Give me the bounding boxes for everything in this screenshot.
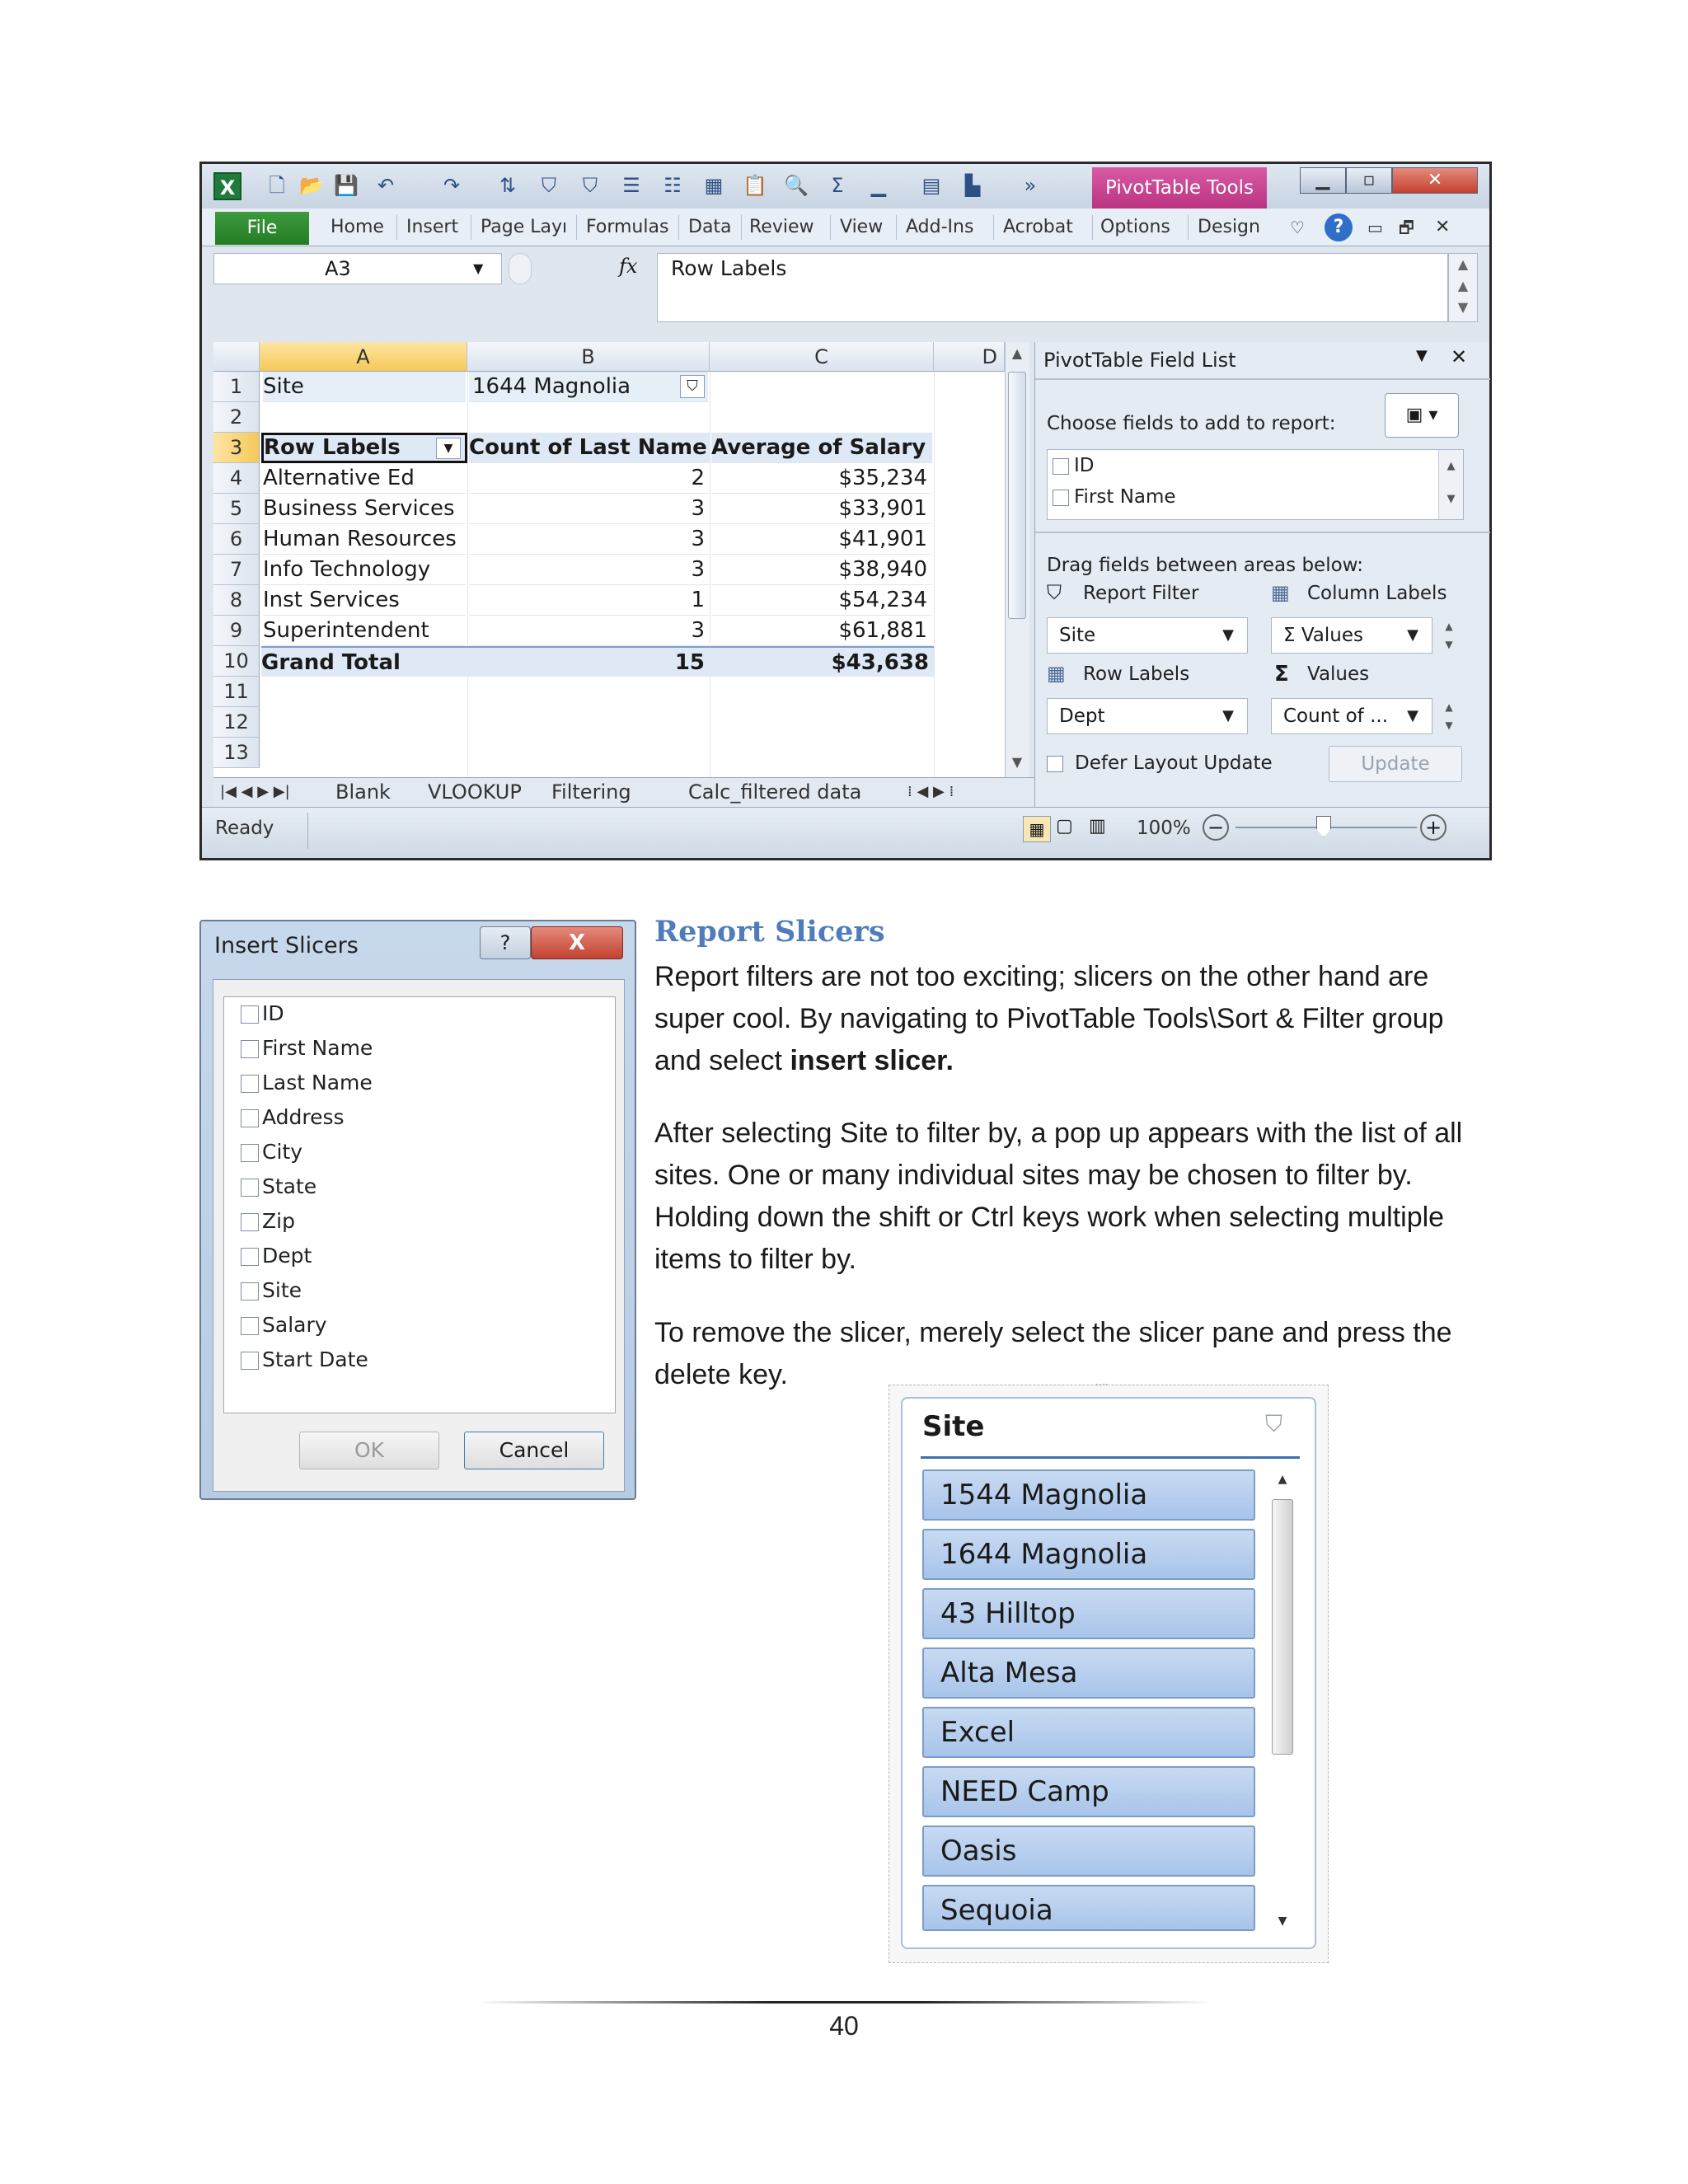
reorder-arrows-icon[interactable]: ▲ ▼ (1445, 621, 1453, 650)
tab-view[interactable]: View (840, 217, 884, 237)
slicer-option-label: Last Name (262, 1071, 373, 1094)
dropdown-arrow-icon[interactable]: ▼ (1222, 626, 1234, 644)
row-labels-icon: ▦ (1047, 662, 1066, 685)
slicer-option[interactable] (262, 1101, 345, 1134)
normal-view-icon[interactable]: ▦ (1023, 816, 1051, 842)
cancel-button[interactable]: Cancel (464, 1432, 604, 1469)
checkbox[interactable] (241, 1144, 259, 1162)
field-list-menu-icon[interactable]: ▼ (1416, 347, 1428, 364)
slicer-item[interactable]: Sequoia (922, 1885, 1255, 1931)
slicer-item[interactable]: 1644 Magnolia (922, 1529, 1255, 1580)
column-labels-area-label: Column Labels (1307, 583, 1447, 604)
tab-separator (1092, 215, 1093, 240)
resize-handle-icon[interactable]: ···· (1095, 1379, 1109, 1390)
formula-bar (202, 246, 1489, 324)
dialog-title: Insert Slicers (214, 933, 359, 958)
slicer-option[interactable] (262, 997, 284, 1030)
sheet-nav-first-icon[interactable]: |◀ ◀ ▶ ▶| (220, 783, 290, 800)
format-icon[interactable]: ▤ (921, 174, 941, 197)
sort-icon[interactable]: ⇅ (499, 174, 517, 197)
report-filter-label-cell[interactable]: Site (263, 372, 466, 402)
slicer-item[interactable]: 1544 Magnolia (922, 1469, 1255, 1521)
clear-filter-icon[interactable]: ⛉ (1265, 1410, 1283, 1437)
tab-file[interactable]: File (215, 212, 309, 245)
tab-design[interactable]: Design (1198, 217, 1260, 237)
tab-separator (1188, 215, 1189, 240)
site-slicer (901, 1397, 1316, 1949)
pivot-row-count[interactable]: 2 (469, 463, 710, 494)
sheet-tab[interactable]: Calc_filtered data (688, 780, 862, 804)
tab-page-layout[interactable]: Page Layı (481, 217, 568, 237)
values-field[interactable] (1271, 698, 1432, 734)
slicer-option[interactable] (262, 1309, 327, 1342)
slicer-option-label: State (262, 1174, 317, 1198)
scrollbar-thumb[interactable] (1008, 372, 1026, 619)
insert-function-icon[interactable]: fx (619, 255, 638, 278)
help-icon[interactable]: ? (1325, 213, 1353, 241)
dialog-close-button[interactable]: X (531, 926, 623, 959)
slicer-option[interactable] (262, 1343, 368, 1376)
pivottable-field-list (1034, 342, 1489, 807)
row-header[interactable]: 2 (213, 402, 260, 433)
slicer-option-label: Start Date (262, 1347, 368, 1371)
report-filter-icon: ⛉ (1047, 581, 1062, 604)
insert-slicers-dialog (199, 920, 636, 1500)
pivot-row-label[interactable]: Human Resources (263, 524, 466, 555)
dropdown-arrow-icon[interactable]: ▼ (1407, 626, 1418, 644)
slicer-title-rule (921, 1456, 1300, 1459)
footer-rule (478, 2001, 1210, 2004)
filter-dropdown-icon[interactable]: ⛉ (680, 375, 705, 398)
grand-total-label[interactable]: Grand Total (261, 646, 467, 677)
slicer-item[interactable]: Excel (922, 1707, 1255, 1758)
dropdown-arrow-icon[interactable]: ▼ (1407, 707, 1418, 724)
row-header[interactable]: 11 (213, 677, 260, 707)
slicer-option[interactable] (262, 1170, 316, 1203)
field-list-title: PivotTable Field List (1043, 349, 1236, 372)
formula-bar-scroll[interactable]: ▲ ▲ ▼ (1448, 253, 1478, 322)
page-layout-view-icon[interactable]: ▢ (1056, 816, 1073, 837)
values-field-value: Count of ... (1283, 705, 1389, 727)
pivot-row-count[interactable]: 3 (469, 616, 710, 646)
report-filter-field[interactable] (1047, 617, 1248, 654)
slicer-option[interactable] (262, 1136, 302, 1169)
row-header[interactable]: 4 (213, 463, 260, 494)
row-header[interactable]: 10 (213, 646, 260, 677)
update-button[interactable]: Update (1329, 746, 1462, 782)
slicer-scrollbar[interactable] (1268, 1469, 1296, 1943)
scroll-up-icon[interactable]: ▲ (1011, 345, 1023, 361)
title-bar (202, 164, 1489, 209)
workbook-restore-icon[interactable]: 🗗 (1399, 218, 1414, 237)
slicer-option-label: Address (262, 1105, 345, 1129)
pivot-row-label[interactable]: Business Services (263, 494, 466, 524)
slicer-option-label: Dept (262, 1244, 312, 1268)
slicer-option[interactable] (262, 1240, 312, 1272)
checkbox[interactable] (241, 1040, 259, 1058)
vertical-scrollbar[interactable] (1005, 342, 1029, 777)
section-heading: Report Slicers (654, 915, 885, 949)
report-filter-value-cell[interactable]: 1644 Magnolia (469, 372, 708, 402)
column-header-a[interactable]: A (260, 342, 467, 372)
scroll-down-icon[interactable]: ▼ (1011, 754, 1023, 770)
ribbon-tabs (202, 209, 1489, 246)
slicer-item[interactable]: 43 Hilltop (922, 1588, 1255, 1639)
name-box[interactable] (213, 253, 502, 284)
slicer-option-label: City (262, 1140, 302, 1164)
slicer-option[interactable] (262, 1032, 373, 1065)
row-header[interactable]: 3 (213, 433, 260, 463)
field-name: ID (1074, 455, 1095, 476)
slicer-option-label: First Name (262, 1036, 373, 1060)
tab-separator (896, 215, 897, 240)
spreadsheet-grid[interactable] (213, 342, 1005, 777)
divider (307, 813, 308, 849)
row-header[interactable]: 5 (213, 494, 260, 524)
ribbon-collapse-icon[interactable]: ♡ (1290, 218, 1305, 237)
pivot-header-average: Average of Salary (711, 433, 932, 463)
redo-icon[interactable]: ↷ (443, 174, 461, 197)
pivot-row-average[interactable]: $33,901 (711, 494, 932, 524)
slicer-item[interactable]: Oasis (922, 1825, 1255, 1877)
sheet-tab-bar (213, 777, 1041, 807)
row-labels-dropdown-icon[interactable]: ▼ (436, 438, 461, 459)
pivot-row-average[interactable]: $41,901 (711, 524, 932, 555)
checkbox[interactable] (241, 1075, 259, 1093)
tab-review[interactable]: Review (749, 217, 814, 237)
pivot-row-average[interactable]: $54,234 (711, 585, 932, 616)
tab-separator (993, 215, 994, 240)
pivot-row-average[interactable]: $61,881 (711, 616, 932, 646)
checkbox[interactable] (241, 1213, 259, 1231)
dropdown-arrow-icon[interactable]: ▼ (1222, 707, 1234, 724)
checkbox[interactable] (241, 1248, 259, 1266)
row-header[interactable]: 8 (213, 585, 260, 616)
tab-acrobat[interactable]: Acrobat (1003, 217, 1073, 237)
pivot-header-row-labels[interactable]: Row Labels (261, 433, 467, 463)
new-file-icon[interactable]: 🗋 (269, 174, 285, 197)
values-sigma-icon: Σ (1274, 662, 1289, 687)
name-box-dropdown-icon[interactable]: ▼ (473, 260, 484, 276)
defer-layout-label: Defer Layout Update (1075, 752, 1273, 774)
tab-formulas[interactable]: Formulas (586, 217, 669, 237)
checkbox[interactable] (241, 1109, 259, 1127)
scroll-up-icon[interactable]: ▲ (1278, 1473, 1287, 1486)
slicer-option[interactable] (262, 1066, 373, 1099)
slicer-item[interactable]: Alta Mesa (922, 1647, 1255, 1699)
pivot-row-count[interactable]: 1 (469, 585, 710, 616)
slicer-option-label: Zip (262, 1209, 295, 1233)
column-labels-icon: ▦ (1271, 581, 1290, 604)
column-header-d[interactable]: D (934, 342, 1005, 372)
tab-home[interactable]: Home (331, 217, 384, 237)
row-labels-area-label: Row Labels (1083, 663, 1190, 685)
borders-icon[interactable]: ▁ (870, 174, 887, 197)
maximize-button[interactable]: ▫ (1346, 167, 1392, 194)
checkbox[interactable] (241, 1352, 259, 1370)
pivot-header-count: Count of Last Name (469, 433, 710, 463)
tab-add-ins[interactable]: Add-Ins (906, 217, 974, 237)
tab-separator (741, 215, 742, 240)
paragraph (654, 956, 1487, 1082)
minimize-button[interactable]: ▁ (1300, 167, 1346, 194)
slicer-option[interactable] (262, 1274, 302, 1307)
undo-icon[interactable]: ↶ (377, 174, 395, 197)
sheet-tab[interactable]: VLOOKUP (428, 780, 522, 804)
paragraph-text: Report filters are not too exciting; slicers on the other hand are super cool. By navigating to PivotTable Tools\Sort & Filter group and select (654, 961, 1444, 1076)
pivot-row-label[interactable]: Inst Services (263, 585, 466, 616)
checkbox[interactable] (241, 1282, 259, 1301)
layout-options-icon[interactable]: ▣ ▾ (1385, 393, 1459, 438)
paragraph: After selecting Site to filter by, a pop up appears with the list of all sites. One or many individual sites may be chosen to filter by. Holding down the shift or Ctrl keys work when selecting multiple items to filter by. (654, 1118, 1463, 1275)
checkbox[interactable] (241, 1179, 259, 1197)
page-break-view-icon[interactable]: ▥ (1089, 816, 1106, 837)
sheet-tab[interactable]: Blank (335, 780, 391, 804)
workbook-close-icon[interactable]: ✕ (1435, 217, 1451, 237)
tab-data[interactable]: Data (688, 217, 732, 237)
column-header-c[interactable]: C (710, 342, 934, 372)
values-area-label: Values (1307, 663, 1370, 685)
reorder-arrows-icon[interactable]: ▲ ▼ (1445, 701, 1453, 731)
field-list-scroll[interactable]: ▲ ▼ (1438, 450, 1463, 519)
filter-icon[interactable]: ⛉ (542, 174, 556, 197)
insert-rows-icon[interactable]: ☰ (622, 174, 640, 197)
choose-fields-label: Choose fields to add to report: (1047, 413, 1336, 434)
table-icon[interactable]: ▦ (704, 174, 724, 197)
tab-options[interactable]: Options (1100, 217, 1170, 237)
ok-button[interactable]: OK (299, 1432, 439, 1469)
checkbox-first-name[interactable] (1053, 490, 1069, 506)
pivot-row-label[interactable]: Alternative Ed (263, 463, 466, 494)
slicer-option-label: Site (262, 1278, 302, 1302)
dialog-help-button[interactable]: ? (480, 926, 531, 959)
excel-logo-icon: X (213, 172, 241, 200)
gridline (934, 372, 935, 777)
autosum-icon[interactable]: Σ (831, 174, 844, 197)
pivot-row-average[interactable]: $35,234 (711, 463, 932, 494)
slicer-field-list[interactable] (223, 996, 616, 1413)
workbook-minimize-icon[interactable]: ▭ (1367, 218, 1383, 237)
row-header[interactable]: 6 (213, 524, 260, 555)
grand-total-average[interactable]: $43,638 (710, 646, 934, 677)
page-number: 40 (829, 2011, 859, 2041)
divider (1035, 532, 1490, 533)
tab-separator (396, 215, 397, 240)
tab-insert[interactable]: Insert (406, 217, 459, 237)
close-window-button[interactable]: ✕ (1392, 167, 1478, 194)
paste-icon[interactable]: 📋 (743, 174, 767, 197)
row-header[interactable]: 13 (213, 738, 260, 768)
open-folder-icon[interactable]: 📂 (299, 174, 324, 197)
gridline (467, 372, 468, 777)
zoom-level[interactable]: 100% (1137, 818, 1191, 839)
slicer-option-label: Salary (262, 1313, 327, 1337)
formula-bar-resize-handle[interactable] (509, 253, 532, 284)
slicer-option-label: ID (262, 1001, 284, 1025)
tab-scroll-icon[interactable]: ⁞ ◀ ▶ ⁞ (907, 783, 954, 800)
formula-input[interactable]: Row Labels (657, 253, 1448, 322)
zoom-slider-thumb[interactable] (1316, 816, 1331, 837)
row-header[interactable]: 7 (213, 555, 260, 585)
report-filter-field-value: Site (1059, 625, 1096, 646)
pivot-chart-icon[interactable]: ▙ (964, 174, 981, 197)
sheet-tab[interactable]: Filtering (551, 780, 631, 804)
status-text: Ready (215, 818, 274, 839)
row-labels-field[interactable] (1047, 698, 1248, 734)
zoom-out-icon[interactable]: − (1203, 814, 1229, 841)
pivot-row-count[interactable]: 3 (469, 524, 710, 555)
name-box-value: A3 (325, 257, 351, 280)
select-all-corner[interactable] (213, 342, 260, 372)
status-bar (202, 807, 1489, 858)
row-labels-field-value: Dept (1059, 705, 1105, 727)
slicer-option[interactable] (262, 1205, 295, 1238)
drag-fields-label: Drag fields between areas below: (1047, 555, 1363, 576)
pivot-row-count[interactable]: 3 (469, 494, 710, 524)
column-labels-field[interactable] (1271, 617, 1432, 654)
pivot-row-count[interactable]: 3 (469, 555, 710, 585)
zoom-in-icon[interactable]: + (1420, 814, 1447, 841)
scroll-down-icon[interactable]: ▼ (1278, 1915, 1287, 1928)
pivot-row-label[interactable]: Info Technology (263, 555, 466, 585)
delete-rows-icon[interactable]: ☷ (663, 174, 682, 197)
paragraph-bold-text: insert slicer. (790, 1045, 954, 1076)
field-list-close-icon[interactable]: ✕ (1451, 345, 1468, 368)
report-filter-area-label: Report Filter (1083, 583, 1199, 604)
dialog-body (213, 979, 625, 1492)
tab-separator (678, 215, 679, 240)
checkbox[interactable] (241, 1005, 259, 1024)
checkbox[interactable] (241, 1317, 259, 1335)
tab-separator (576, 215, 577, 240)
pivot-row-label[interactable]: Superintendent (263, 616, 466, 646)
field-checklist[interactable] (1047, 449, 1464, 520)
pivot-row-average[interactable]: $38,940 (711, 555, 932, 585)
pivottable-tools-label: PivotTable Tools (1092, 167, 1267, 210)
more-commands-icon[interactable]: » (1024, 174, 1037, 197)
field-name: First Name (1074, 486, 1176, 508)
checkbox-id[interactable] (1053, 458, 1069, 475)
row-header[interactable]: 1 (213, 372, 260, 402)
divider (1035, 378, 1490, 380)
excel-window (199, 162, 1492, 860)
column-header-b[interactable]: B (467, 342, 710, 372)
clear-filter-icon[interactable]: ⛉ (583, 174, 598, 197)
tab-separator (830, 215, 831, 240)
scrollbar-thumb[interactable] (1272, 1499, 1293, 1755)
column-labels-field-value: Σ Values (1283, 625, 1363, 646)
grand-total-count[interactable]: 15 (467, 646, 710, 677)
save-icon[interactable]: 💾 (334, 174, 359, 197)
print-preview-icon[interactable]: 🔍 (784, 174, 809, 197)
row-header[interactable]: 9 (213, 616, 260, 646)
slicer-item[interactable]: NEED Camp (922, 1766, 1255, 1817)
row-header[interactable]: 12 (213, 707, 260, 738)
defer-layout-checkbox[interactable] (1047, 756, 1063, 772)
site-slicer-frame[interactable] (889, 1379, 1329, 1963)
slicer-title: Site (922, 1410, 985, 1443)
paragraph: To remove the slicer, merely select the slicer pane and press the delete key. (654, 1317, 1452, 1390)
